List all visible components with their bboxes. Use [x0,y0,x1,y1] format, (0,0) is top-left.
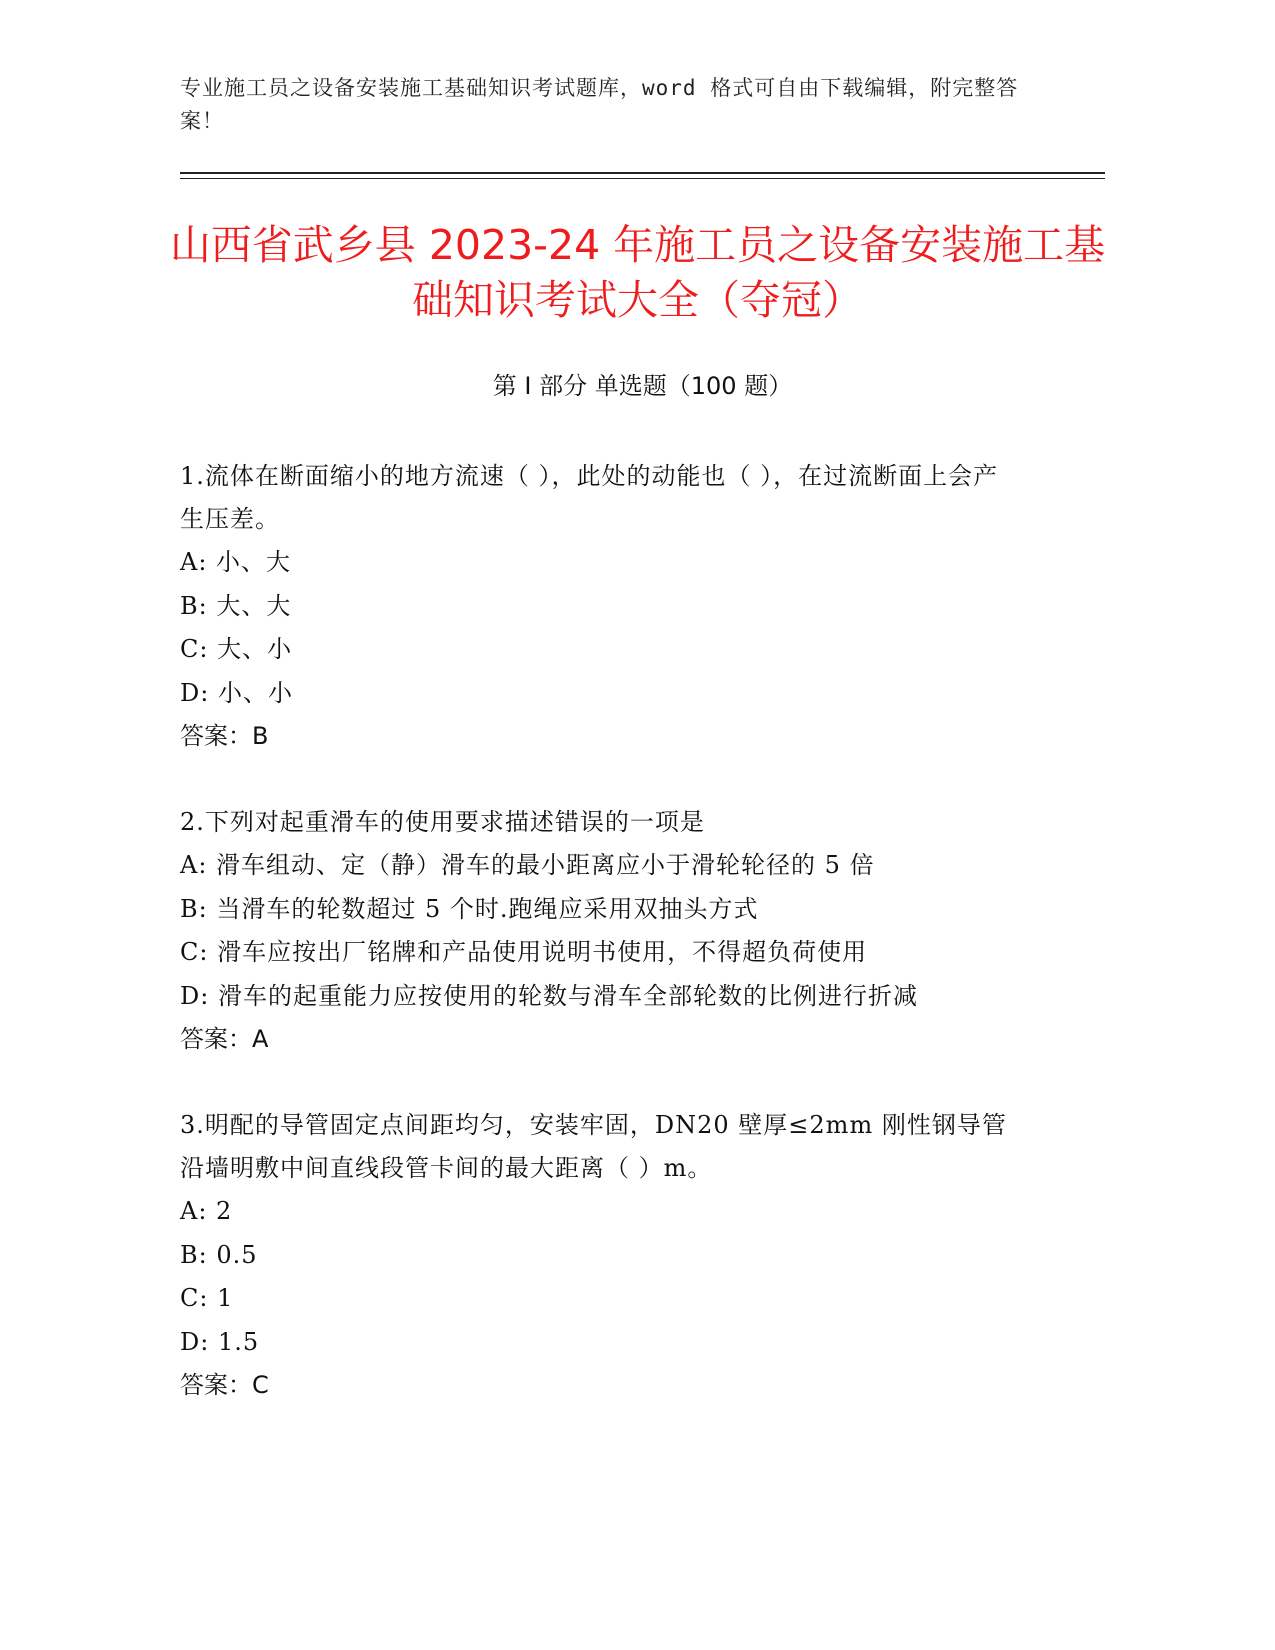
answer: 答案：C [180,1371,269,1399]
question-2 [180,801,1020,1061]
option-b: B: 大、大 [180,591,292,620]
question-list [180,455,1020,1407]
header-note: 专业施工员之设备安装施工基础知识考试题库，word 格式可自由下载编辑，附完整答案！ [180,76,1019,133]
option-c: C: 1 [180,1284,234,1312]
answer: 答案：A [180,1025,269,1053]
option-d: D: 滑车的起重能力应按使用的轮数与滑车全部轮数的比例进行折减 [180,981,918,1010]
question-1 [180,455,1020,758]
header-rule-thin [180,178,1105,179]
option-a: A: 小、大 [180,548,292,576]
document-title: 山西省武乡县 2023-24 年施工员之设备安装施工基础知识考试大全（夺冠） [169,221,1106,324]
option-b: B: 0.5 [180,1240,258,1269]
question-stem: 3.明配的导管固定点间距均匀，安装牢固，DN20 壁厚≤2mm 刚性钢导管沿墙明敷中间直线段管卡间的最大距离（ ）m。 [180,1111,1007,1182]
option-b: B: 当滑车的轮数超过 5 个时.跑绳应采用双抽头方式 [180,894,759,923]
option-a: A: 2 [180,1197,233,1225]
question-gap [180,1061,1020,1104]
option-c: C: 滑车应按出厂铭牌和产品使用说明书使用，不得超负荷使用 [180,938,868,966]
header-rule [180,172,1105,174]
answer: 答案：B [180,722,269,750]
option-d: D: 1.5 [180,1327,260,1356]
question-stem: 1.流体在断面缩小的地方流速（ ），此处的动能也（ ），在过流断面上会产生压差。 [180,462,999,533]
option-a: A: 滑车组动、定（静）滑车的最小距离应小于滑轮轮径的 5 倍 [180,851,875,879]
option-c: C: 大、小 [180,635,293,663]
question-stem: 2.下列对起重滑车的使用要求描述错误的一项是 [180,808,705,836]
option-d: D: 小、小 [180,678,293,707]
question-gap [180,758,1020,801]
question-3 [180,1104,1020,1407]
section-title: 第 I 部分 单选题（100 题） [492,372,793,400]
